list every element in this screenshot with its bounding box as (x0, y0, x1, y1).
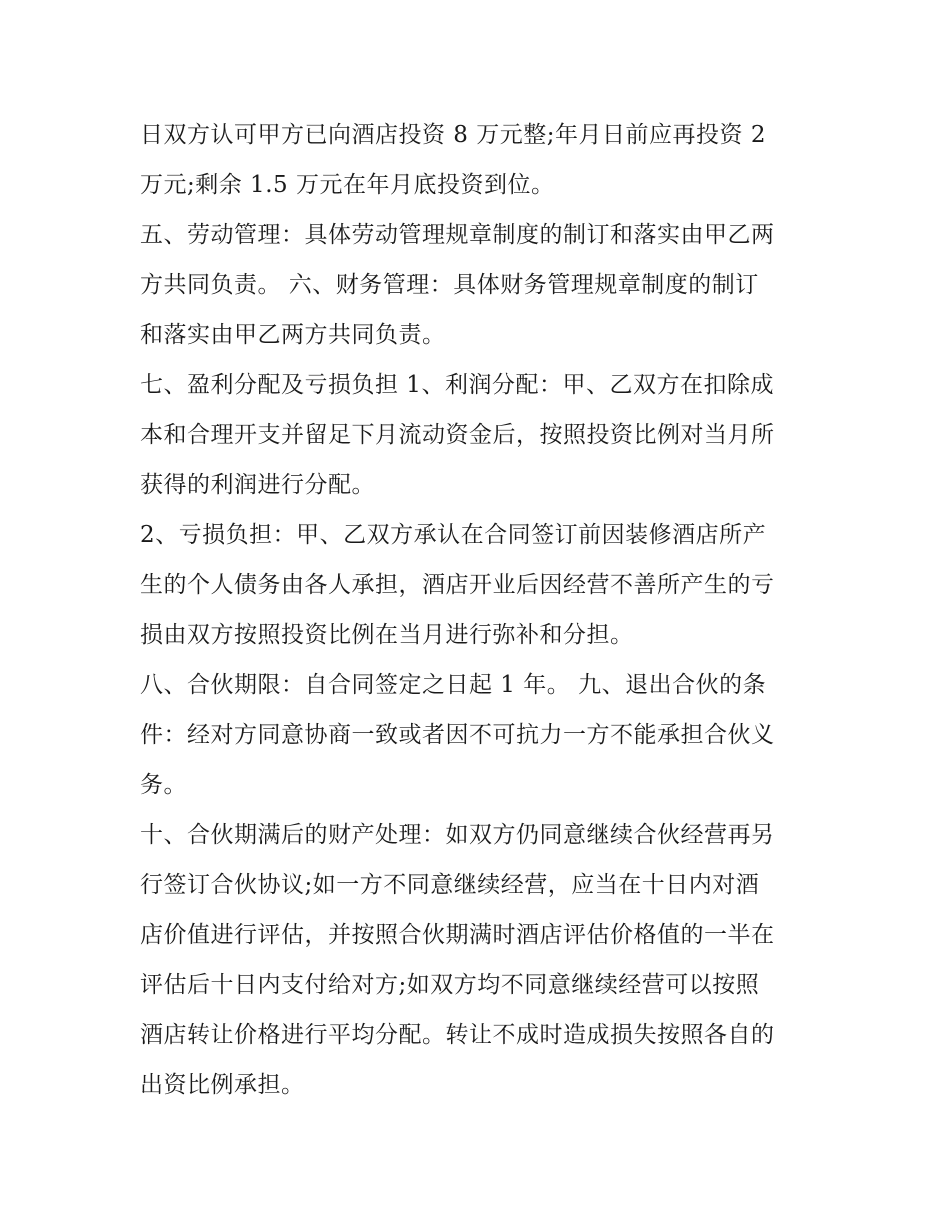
text-line: 件：经对方同意协商一致或者因不可抗力一方不能承担合伙义 (140, 722, 775, 748)
text-line: 出资比例承担。 (140, 1072, 305, 1098)
text-line: 行签订合伙协议;如一方不同意继续经营，应当在十日内对酒 (140, 872, 760, 898)
text-line: 损由双方按照投资比例在当月进行弥补和分担。 (140, 622, 634, 648)
text-line: 和落实由甲乙两方共同负责。 (140, 322, 446, 348)
paragraph-term-withdrawal (140, 660, 820, 810)
text-line: 务。 (140, 772, 187, 798)
text-line: 万元;剩余 1.5 万元在年月底投资到位。 (140, 172, 555, 198)
text-line: 日双方认可甲方已向酒店投资 8 万元整;年月日前应再投资 2 (140, 122, 766, 148)
text-line: 十、合伙期满后的财产处理：如双方仍同意继续合伙经营再另 (140, 822, 775, 848)
text-line: 五、劳动管理：具体劳动管理规章制度的制订和落实由甲乙两 (140, 222, 775, 248)
paragraph-profit-distribution (140, 360, 820, 510)
text-line: 方共同负责。 六、财务管理：具体财务管理规章制度的制订 (140, 272, 759, 298)
text-line: 评估后十日内支付给对方;如双方均不同意继续经营可以按照 (140, 972, 760, 998)
text-line: 七、盈利分配及亏损负担 1、利润分配：甲、乙双方在扣除成 (140, 372, 774, 398)
paragraph-labor-finance (140, 210, 820, 360)
paragraph-investment (140, 110, 820, 210)
text-line: 酒店转让价格进行平均分配。转让不成时造成损失按照各自的 (140, 1022, 775, 1048)
text-line: 2、亏损负担：甲、乙双方承认在合同签订前因装修酒店所产 (140, 522, 767, 548)
text-line: 本和合理开支并留足下月流动资金后，按照投资比例对当月所 (140, 422, 775, 448)
paragraph-loss-sharing (140, 510, 820, 660)
document-body (140, 110, 820, 1110)
text-line: 生的个人债务由各人承担，酒店开业后因经营不善所产生的亏 (140, 572, 775, 598)
text-line: 获得的利润进行分配。 (140, 472, 375, 498)
paragraph-property-disposal (140, 810, 820, 1110)
text-line: 店价值进行评估，并按照合伙期满时酒店评估价格值的一半在 (140, 922, 775, 948)
text-line: 八、合伙期限：自合同签定之日起 1 年。 九、退出合伙的条 (140, 672, 767, 698)
